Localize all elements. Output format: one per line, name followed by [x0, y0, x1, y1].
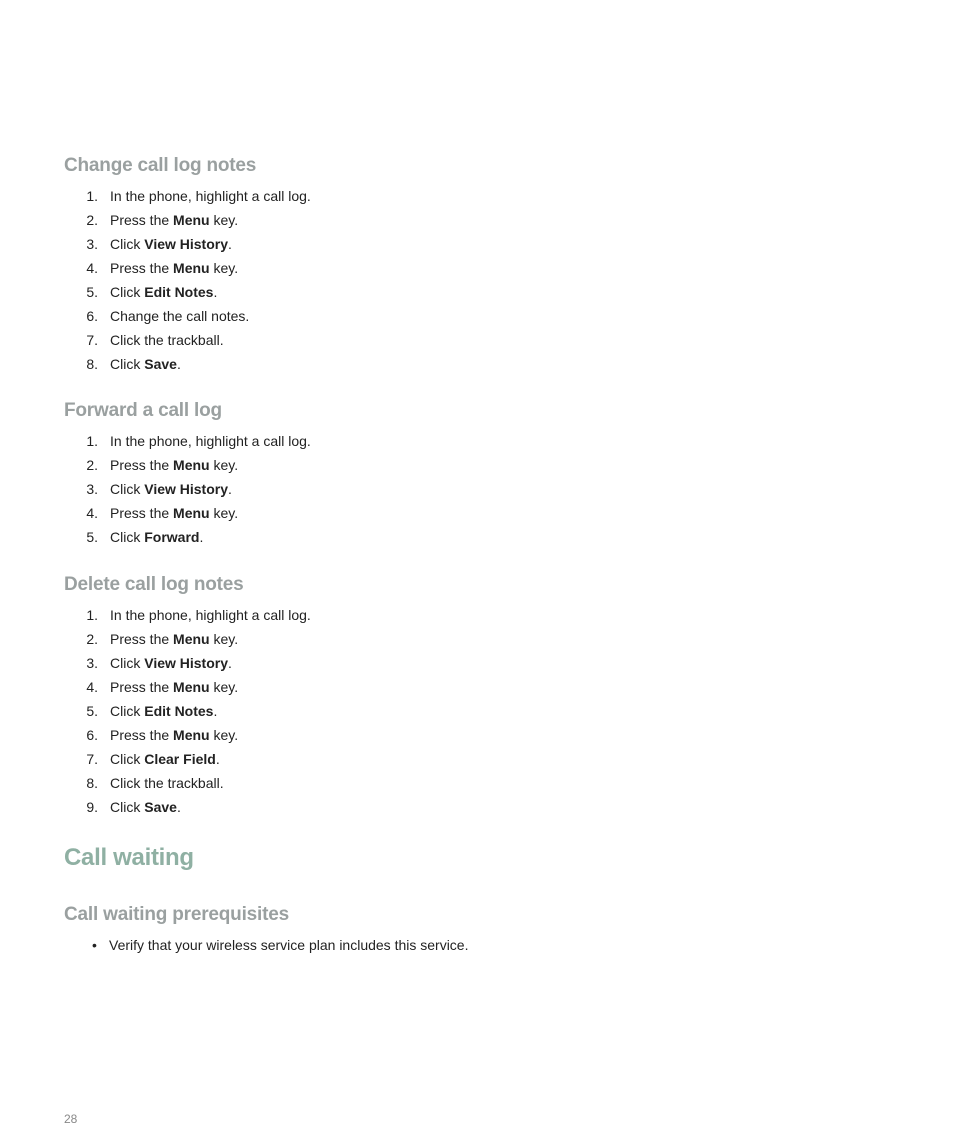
list-item: [64, 477, 884, 501]
step-text-bold: Menu: [173, 260, 210, 276]
section-heading: Change call log notes: [64, 155, 257, 176]
step-number: 3.: [86, 655, 98, 671]
step-text-bold: Save: [144, 356, 177, 372]
step-text-bold: Menu: [173, 212, 210, 228]
step-text: Click: [110, 236, 145, 252]
step-number: 7.: [86, 751, 98, 767]
bullet-list: [64, 933, 884, 957]
step-number: 4.: [86, 505, 98, 521]
list-item: [64, 352, 884, 376]
list-item: [64, 184, 884, 208]
step-text-bold: View History: [144, 655, 229, 671]
list-item: [64, 675, 884, 699]
step-number: 5.: [86, 284, 98, 300]
step-text: .: [176, 799, 181, 815]
step-number: 5.: [86, 529, 98, 545]
step-text: .: [213, 284, 218, 300]
step-text: Change the call notes.: [110, 308, 250, 324]
step-number: 2.: [86, 457, 98, 473]
step-text-bold: Save: [144, 799, 177, 815]
step-text: key.: [209, 727, 239, 743]
step-number: 4.: [86, 260, 98, 276]
step-text: key.: [209, 457, 239, 473]
section-heading: Forward a call log: [64, 400, 222, 421]
step-text: key.: [209, 631, 239, 647]
step-number: 1.: [86, 188, 98, 204]
step-text: Click the trackball.: [110, 775, 224, 791]
bullet-icon: •: [92, 937, 97, 953]
step-text: Press the: [110, 505, 174, 521]
section-call-waiting-prerequisites: [64, 903, 884, 957]
step-text: Press the: [110, 260, 174, 276]
step-text-bold: View History: [144, 481, 229, 497]
step-text: .: [228, 236, 232, 252]
step-number: 7.: [86, 332, 98, 348]
step-text: In the phone, highlight a call log.: [110, 607, 311, 623]
step-number: 6.: [86, 308, 98, 324]
step-number: 5.: [86, 703, 98, 719]
step-number: 3.: [86, 481, 98, 497]
step-text: key.: [209, 679, 239, 695]
page-number: 28: [64, 1112, 78, 1126]
step-text: Click: [110, 799, 145, 815]
bullet-text: Verify that your wireless service plan includes this service.: [109, 937, 469, 953]
list-item: [64, 232, 884, 256]
step-number: 8.: [86, 775, 98, 791]
step-number: 6.: [86, 727, 98, 743]
step-text: Click: [110, 751, 145, 767]
list-item: [64, 747, 884, 771]
step-number: 2.: [86, 212, 98, 228]
step-text-bold: View History: [144, 236, 229, 252]
steps-list: [64, 429, 884, 549]
step-text-bold: Edit Notes: [144, 284, 214, 300]
step-text: Click: [110, 655, 145, 671]
list-item: [64, 501, 884, 525]
step-number: 2.: [86, 631, 98, 647]
step-text-bold: Edit Notes: [144, 703, 214, 719]
step-text: .: [215, 751, 220, 767]
step-text-bold: Menu: [173, 679, 210, 695]
step-text-bold: Menu: [173, 727, 210, 743]
list-item: [64, 304, 884, 328]
section-change-call-log-notes: [64, 154, 884, 376]
list-item: [64, 525, 884, 549]
step-text: .: [199, 529, 204, 545]
step-text: Click: [110, 356, 145, 372]
steps-list: [64, 603, 884, 819]
step-number: 8.: [86, 356, 98, 372]
step-number: 1.: [86, 433, 98, 449]
step-number: 9.: [86, 799, 98, 815]
list-item: [64, 256, 884, 280]
step-text: .: [213, 703, 218, 719]
list-item: [64, 208, 884, 232]
step-text-bold: Menu: [173, 631, 210, 647]
list-item: [64, 651, 884, 675]
list-item: [64, 771, 884, 795]
step-text: Press the: [110, 631, 174, 647]
list-item: [64, 795, 884, 819]
list-item: [64, 933, 884, 957]
step-number: 4.: [86, 679, 98, 695]
step-text-bold: Menu: [173, 505, 210, 521]
list-item: [64, 429, 884, 453]
step-text: Click: [110, 703, 145, 719]
step-text: Press the: [110, 457, 174, 473]
step-number: 3.: [86, 236, 98, 252]
list-item: [64, 627, 884, 651]
step-text: Click: [110, 481, 145, 497]
step-text: Press the: [110, 679, 174, 695]
step-text: Click the trackball.: [110, 332, 224, 348]
step-text: key.: [209, 260, 239, 276]
step-text: key.: [209, 212, 239, 228]
section-heading: Delete call log notes: [64, 574, 244, 595]
list-item: [64, 280, 884, 304]
step-text: Press the: [110, 212, 174, 228]
chapter-heading: Call waiting: [64, 844, 194, 871]
section-heading: Call waiting prerequisites: [64, 904, 289, 925]
step-text: .: [228, 481, 232, 497]
step-text: .: [176, 356, 181, 372]
step-text: In the phone, highlight a call log.: [110, 188, 311, 204]
step-text: In the phone, highlight a call log.: [110, 433, 311, 449]
list-item: [64, 699, 884, 723]
step-text: key.: [209, 505, 239, 521]
list-item: [64, 723, 884, 747]
steps-list: [64, 184, 884, 376]
section-delete-call-log-notes: [64, 573, 884, 819]
step-text-bold: Clear Field: [144, 751, 216, 767]
step-text: .: [228, 655, 232, 671]
step-text: Click: [110, 529, 145, 545]
step-number: 1.: [86, 607, 98, 623]
section-forward-a-call-log: [64, 399, 884, 549]
list-item: [64, 328, 884, 352]
step-text-bold: Menu: [173, 457, 210, 473]
list-item: [64, 453, 884, 477]
step-text: Click: [110, 284, 145, 300]
list-item: [64, 603, 884, 627]
step-text-bold: Forward: [144, 529, 200, 545]
step-text: Press the: [110, 727, 174, 743]
